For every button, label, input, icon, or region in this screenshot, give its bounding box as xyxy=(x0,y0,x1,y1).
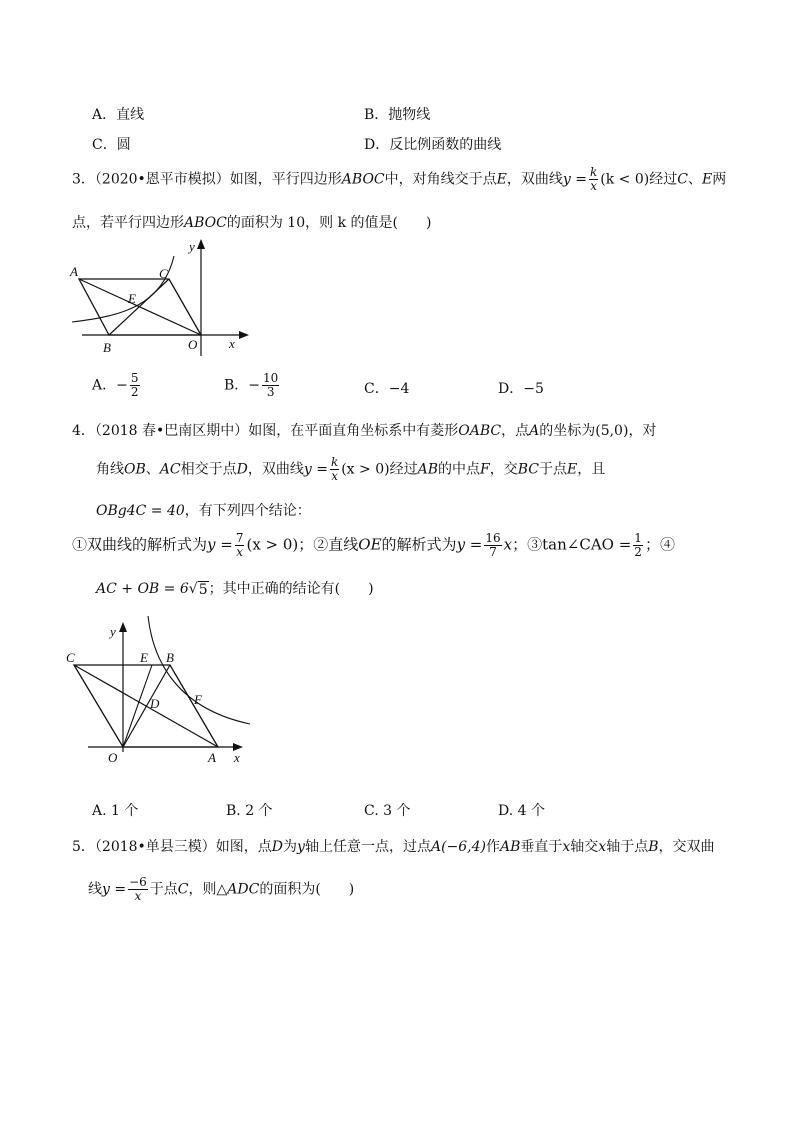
q4-c3-den: 2 xyxy=(634,545,642,559)
q4-text: 的中点 xyxy=(437,461,480,478)
q4-text: ，交 xyxy=(489,461,518,478)
q4-condition: (x > 0) xyxy=(341,461,390,478)
q3-frac-den: x xyxy=(590,179,598,193)
q3-shape: ABOC xyxy=(341,171,385,188)
label-c: C xyxy=(66,650,75,665)
q5-text: 线 xyxy=(88,881,102,898)
q2-option-d: D．反比例函数的曲线 xyxy=(364,137,502,153)
q4-frac-den: x xyxy=(331,469,338,483)
q3-fraction xyxy=(589,166,598,193)
q4-text: 经过 xyxy=(389,461,418,478)
q4-text: ；其中正确的结论有( ) xyxy=(208,581,374,597)
q3-option-a-den: 2 xyxy=(130,385,139,399)
q4-text: ；③ xyxy=(512,535,543,554)
label-e: E xyxy=(140,650,148,665)
q5-frac-den: x xyxy=(134,889,142,903)
q3-point-e: E xyxy=(496,171,507,188)
q3-point-e2: E xyxy=(701,171,713,188)
q3-text: ，双曲线 xyxy=(506,171,563,188)
q4-text: 的坐标为 xyxy=(539,423,596,439)
q4-c4-radicand: 5 xyxy=(198,582,208,598)
label-o: O xyxy=(108,750,118,765)
q5-y: y xyxy=(297,839,305,855)
q4-stem-line2: 角线OB、AC相交于点D，双曲线y = $\frac{k}{x}$ (x > 0)经过AB的中点F，交BC于点E，且 xyxy=(96,455,606,483)
q3-condition: (k < 0) xyxy=(600,171,650,188)
q3-option-b-prefix: B． xyxy=(224,377,249,394)
q5-text: 5．（2018•单县三模）如图，点 xyxy=(72,839,272,855)
q4-c1-den: x xyxy=(236,545,244,559)
q3-text: 两 xyxy=(712,171,727,188)
q3-text: 点，若平行四边形 xyxy=(72,215,184,231)
label-a: A xyxy=(208,750,216,765)
y-axis-arrow-icon xyxy=(119,622,127,632)
q3-text: 中，对角线交于点 xyxy=(384,171,497,188)
q4-c2-den: 7 xyxy=(489,545,497,559)
q3-option-b-sign: − xyxy=(248,377,261,394)
label-b: B xyxy=(166,650,174,665)
q3-option-a-prefix: A． xyxy=(92,377,117,394)
q4-bc: BC xyxy=(517,461,539,478)
q3-text: 经过 xyxy=(649,171,678,188)
label-x: x xyxy=(229,336,235,351)
q4-rhombus: OABC xyxy=(458,423,502,439)
q3-option-c: C．−4 xyxy=(364,381,410,397)
q5-text: 轴于点 xyxy=(606,839,649,855)
q4-ob: OB xyxy=(124,461,146,478)
q4-option-c: C. 3 个 xyxy=(364,803,411,819)
q3-frac-num: k xyxy=(590,165,598,179)
q5-point-d: D xyxy=(271,839,284,855)
q2-option-b: B．抛物线 xyxy=(364,107,431,123)
q5-text: 的面积为( ) xyxy=(259,881,355,898)
q4-text: 于点 xyxy=(538,461,567,478)
q4-option-b: B. 2 个 xyxy=(226,803,273,819)
q3-option-a xyxy=(92,372,142,399)
q5-point-a: A(−6,4) xyxy=(430,839,486,855)
label-o: O xyxy=(188,337,198,352)
q4-c2-y: y = xyxy=(456,535,483,554)
q4-coord: (5,0) xyxy=(595,423,629,439)
hyperbola-curve xyxy=(148,616,250,724)
q5-func-y: y = xyxy=(102,881,127,898)
q2-option-c: C．圆 xyxy=(92,137,131,153)
q4-conclusions-line1 xyxy=(72,532,675,559)
q3-stem-line2 xyxy=(72,212,431,232)
q4-text: 的解析式为 xyxy=(381,535,457,554)
q4-text: ，点 xyxy=(501,423,530,439)
q4-c1-y: y = xyxy=(207,535,233,554)
y-axis-arrow-icon xyxy=(197,239,205,249)
q4-c3-num: 1 xyxy=(634,531,642,545)
label-y: y xyxy=(110,624,116,639)
q4-c4-expr: AC + OB = 6 xyxy=(96,581,189,597)
q5-text: 为 xyxy=(283,839,298,855)
q4-c3-frac xyxy=(633,532,643,559)
q4-point-a: A xyxy=(529,423,540,439)
q4-c1-frac xyxy=(235,532,245,559)
q4-text: 角线 xyxy=(96,461,124,478)
q4-c1-num: 7 xyxy=(235,531,244,545)
q4-oe: OE xyxy=(358,535,382,554)
q4-text: ；②直线 xyxy=(298,535,359,554)
q3-point-c: C xyxy=(677,171,688,188)
q2-option-a: A．直线 xyxy=(92,107,145,123)
q3-option-b-den: 3 xyxy=(266,385,275,399)
q5-text: 于点 xyxy=(149,881,178,898)
q4-frac-num: k xyxy=(330,455,339,469)
q4-fraction xyxy=(330,456,339,483)
label-a: A xyxy=(70,264,78,279)
q3-func-y: y xyxy=(562,171,571,188)
q5-text: 轴上任意一点，过点 xyxy=(304,839,431,855)
q3-option-b-num: 10 xyxy=(263,371,279,385)
q4-text: 相交于点 xyxy=(180,461,237,478)
q4-option-a: A. 1 个 xyxy=(92,803,139,819)
q4-c4-sqrt: √ 5 xyxy=(188,581,208,598)
diagonal-cb xyxy=(109,279,169,335)
line-oe xyxy=(123,665,152,747)
q3-sep: 、 xyxy=(687,171,702,188)
q5-x1: x xyxy=(562,839,571,855)
q5-point-c: C xyxy=(177,881,189,898)
q3-option-a-num: 5 xyxy=(130,371,139,385)
q5-text: ，则 xyxy=(188,881,217,898)
q4-product: OBg4C = 40 xyxy=(96,503,185,519)
q5-x2: x xyxy=(598,839,607,855)
q5-point-b: B xyxy=(648,839,659,855)
q4-c1-cond: (x > 0) xyxy=(246,535,299,554)
q3-option-a-frac xyxy=(130,372,140,399)
q5-frac-num: −6 xyxy=(129,875,147,889)
q4-text: ，对 xyxy=(628,423,657,439)
q4-c2-frac xyxy=(484,532,501,559)
label-c: C xyxy=(159,266,168,281)
label-b: B xyxy=(103,340,111,355)
q5-ab: AB xyxy=(499,839,521,855)
q4-ac: AC xyxy=(159,461,181,478)
q4-text: ；④ xyxy=(644,535,675,554)
q4-stem-line1 xyxy=(72,420,656,440)
q4-c3-tan: tan∠CAO = xyxy=(542,535,632,554)
q4-figure xyxy=(60,612,260,772)
q4-option-d: D. 4 个 xyxy=(498,803,545,819)
diagonal-ao xyxy=(79,279,201,335)
q5-text: 作 xyxy=(485,839,500,855)
q4-func-y: y xyxy=(303,461,312,478)
q4-text: ，有下列四个结论： xyxy=(184,503,311,519)
q3-option-d: D．−5 xyxy=(498,381,544,397)
q4-c2-num: 16 xyxy=(485,531,501,545)
q5-fraction xyxy=(128,876,148,903)
q3-stem-line1: 3．（2020•恩平市模拟）如图，平行四边形ABOC中，对角线交于点E，双曲线y = $\frac{k}{x}$ (k < 0)经过C、E两 xyxy=(72,165,727,193)
q3-option-b xyxy=(224,372,281,399)
q4-text: 4．（2018 春•巴南区期中）如图，在平面直角坐标系中有菱形 xyxy=(72,423,459,439)
q3-figure xyxy=(62,236,262,360)
q4-text: ①双曲线的解析式为 xyxy=(72,535,208,554)
q4-stem-line3 xyxy=(96,500,311,520)
x-axis-arrow-icon xyxy=(239,331,249,339)
q5-stem-line1 xyxy=(72,836,715,856)
label-d: D xyxy=(150,696,160,711)
q4-ab: AB xyxy=(417,461,438,478)
q3-shape: ABOC xyxy=(184,215,227,231)
q5-text: ，交双曲 xyxy=(658,839,715,855)
q4-point-f: F xyxy=(479,461,490,478)
q3-option-a-sign: − xyxy=(116,377,128,394)
q3-text: 的面积为 10，则 k 的值是( ) xyxy=(226,215,432,231)
q4-conclusions-line2 xyxy=(96,578,374,598)
q3-option-b-frac xyxy=(262,372,279,399)
q4-point-e: E xyxy=(566,461,578,478)
q5-stem-line2 xyxy=(88,876,354,903)
q4-c2-x: x xyxy=(503,535,513,554)
label-f: F xyxy=(194,692,202,707)
q3-prefix: 3．（2020•恩平市模拟）如图，平行四边形 xyxy=(72,171,342,188)
q4-point-d: D xyxy=(236,461,248,478)
q4-sep: 、 xyxy=(145,461,160,478)
q4-text: ，双曲线 xyxy=(247,461,304,478)
label-e: E xyxy=(128,291,136,306)
q5-text: 垂直于 xyxy=(520,839,563,855)
q4-text: ，且 xyxy=(577,461,606,478)
label-x: x xyxy=(234,750,240,765)
label-y: y xyxy=(189,239,195,254)
q5-triangle: △ADC xyxy=(216,881,260,898)
q5-text: 轴交 xyxy=(570,839,599,855)
